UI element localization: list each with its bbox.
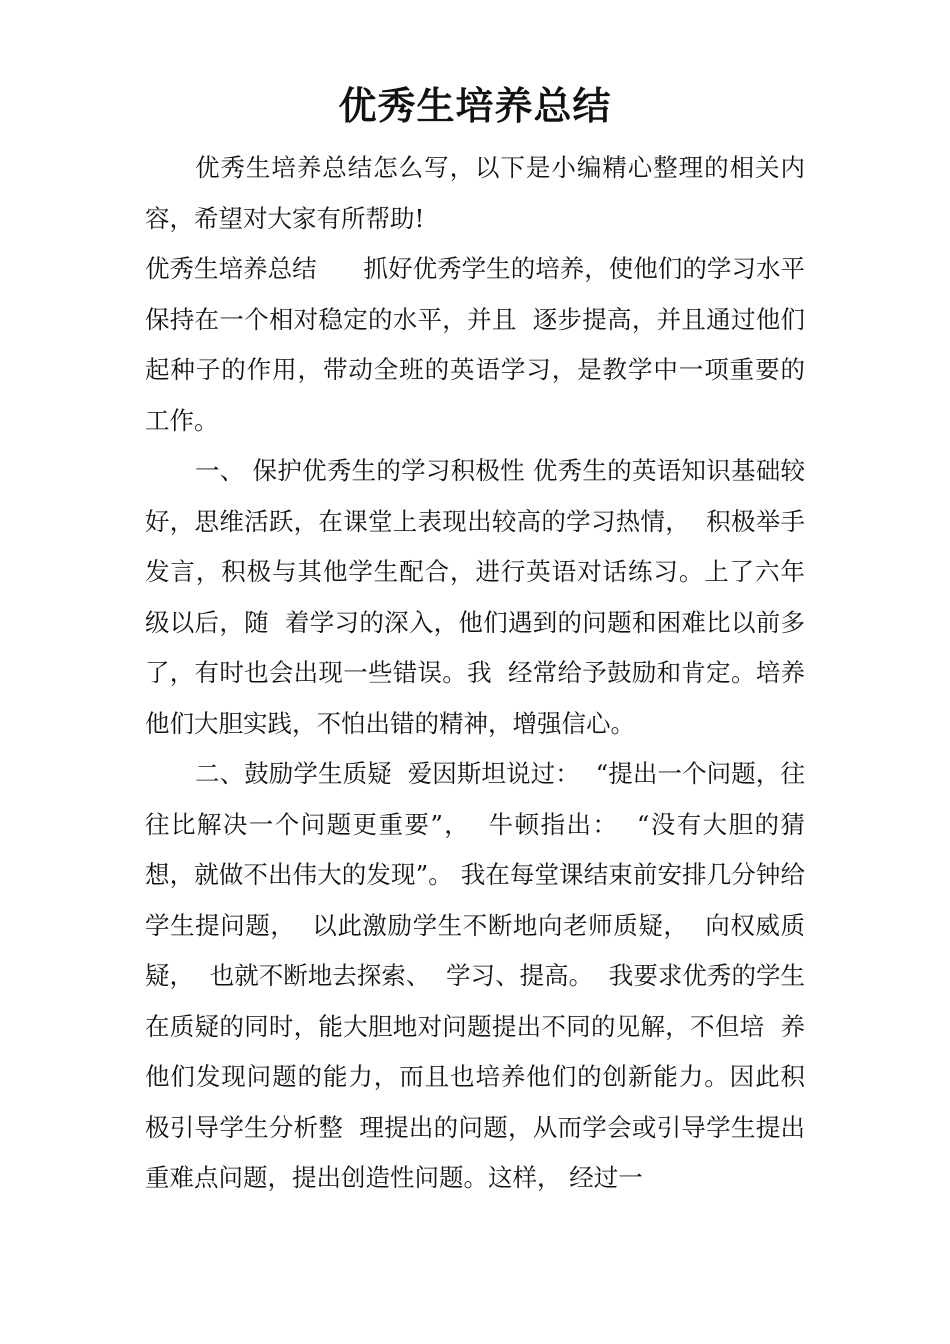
summary-paragraph: 优秀生培养总结 抓好优秀学生的培养，使他们的学习水平保持在一个相对稳定的水平，并且 逐步提高，并且通过他们起种子的作用，带动全班的英语学习，是教学中一项重要的工作。 bbox=[145, 254, 805, 435]
document-title: 优秀生培养总结 bbox=[338, 83, 612, 128]
section-two-paragraph: 二、鼓励学生质疑 爱因斯坦说过： “提出一个问题，往往比解决一个问题更重要”， 牛顿指出： “没有大胆的猜想，就做不出伟大的发现”。 我在每堂课结束前安排几分钟给 学生提问题， 以此激励学生不断地向老师质疑， 向权威质疑， 也就不断地去探索、 学习、提高。 我要求优秀的学生在质疑的同时，能大胆地对问题提出不同的见解，不但培 养他们发现问题的能力，而且也培养他们的创新能力。因此积极引导学生分析整 理提出的问题，从而学会或引导学生提出重难点问题，提出创造性问题。这样， 经过一 bbox=[145, 759, 821, 1192]
intro-paragraph: 优秀生培养总结怎么写，以下是小编精心整理的相关内容，希望对大家有所帮助! bbox=[145, 153, 805, 233]
section-one-paragraph: 一、 保护优秀生的学习积极性 优秀生的英语知识基础较好，思维活跃，在课堂上表现出较高的学习热情， 积极举手发言，积极与其他学生配合，进行英语对话练习。上了六年级以后，随 着学习的深入，他们遇到的问题和困难比以前多了，有时也会出现一些错误。我 经常给予鼓励和肯定。培养他们大胆实践，不怕出错的精神，增强信心。 bbox=[145, 456, 805, 738]
document-body bbox=[145, 143, 821, 1204]
